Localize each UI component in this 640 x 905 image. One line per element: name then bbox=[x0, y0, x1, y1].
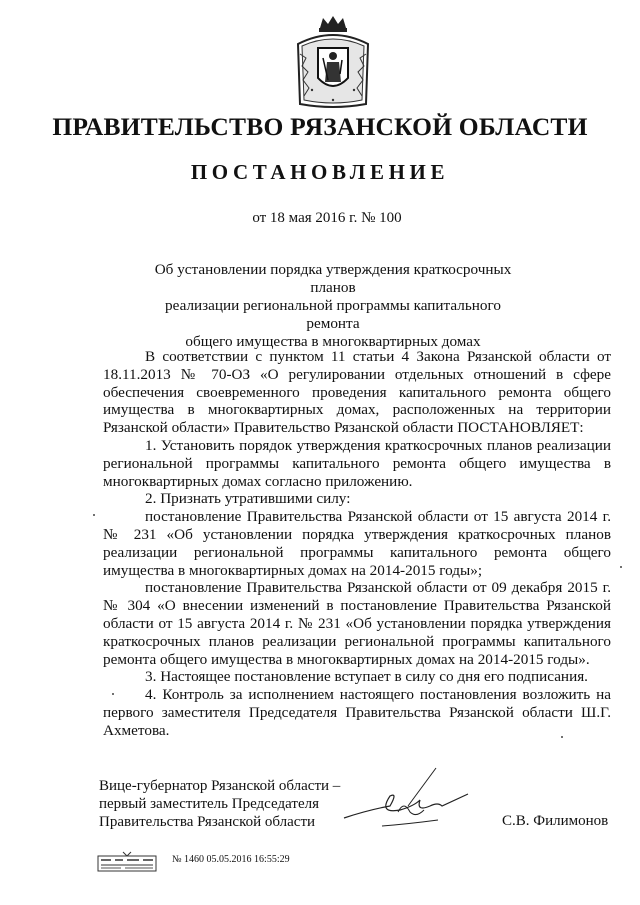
scan-speck bbox=[112, 693, 114, 695]
body-paragraph: 4. Контроль за исполнением настоящего постановления возложить на первого заместителя Председателя Правительства Рязанской области Ш.Г. Ахметова. bbox=[103, 686, 611, 739]
signatory-role-line: первый заместитель Председателя bbox=[99, 796, 319, 812]
body-paragraph: 3. Настоящее постановление вступает в силу со дня его подписания. bbox=[145, 668, 588, 686]
document-subject bbox=[140, 261, 526, 351]
body-paragraph: 2. Признать утратившими силу: bbox=[145, 490, 351, 508]
handwritten-signature bbox=[338, 766, 474, 838]
registration-stamp-icon bbox=[97, 851, 157, 873]
registration-number: № 1460 05.05.2016 16:55:29 bbox=[172, 854, 290, 865]
scan-speck bbox=[561, 736, 563, 738]
signatory-role-line: Вице-губернатор Рязанской области – bbox=[99, 778, 341, 794]
scan-speck bbox=[620, 566, 622, 568]
subject-line: Об установлении порядка утверждения краткосрочных планов bbox=[154, 261, 512, 296]
body-paragraph: 1. Установить порядок утверждения краткосрочных планов реализации региональной программы капитального ремонта общего имущества в многоквартирных домах согласно приложению. bbox=[103, 436, 611, 490]
signatory-role bbox=[99, 777, 369, 831]
subject-line: реализации региональной программы капитального ремонта bbox=[165, 297, 501, 332]
subject-line: общего имущества в многоквартирных домах bbox=[185, 333, 481, 350]
document-date-number: от 18 мая 2016 г. № 100 bbox=[252, 210, 402, 226]
scan-speck bbox=[93, 514, 95, 516]
body-paragraph: постановление Правительства Рязанской области от 09 декабря 2015 г. № 304 «О внесении изменений в постановление Правительства Рязанской области от 15 августа 2014 г. № 231 «Об установлении порядка утверждения краткосрочных планов реализации региональной программы капитального ремонта общего имущества в многоквартирных домах на 2014-2015 годы». bbox=[103, 579, 611, 668]
body-paragraph: постановление Правительства Рязанской области от 15 августа 2014 г. № 231 «Об установлении порядка утверждения краткосрочных планов реализации региональной программы капитального ремонта общего имущества в многоквартирных домах на 2014-2015 годы»; bbox=[103, 508, 611, 579]
document-type: ПОСТАНОВЛЕНИЕ bbox=[190, 160, 450, 184]
signatory-name: С.В. Филимонов bbox=[502, 813, 609, 829]
authority-title: ПРАВИТЕЛЬСТВО РЯЗАНСКОЙ ОБЛАСТИ bbox=[52, 112, 588, 141]
preamble-paragraph: В соответствии с пунктом 11 статьи 4 Закона Рязанской области от 18.11.2013 № 70-ОЗ «О регулировании отдельных отношений в сфере обеспечения своевременного проведения капитального ремонта общего имущества в многоквартирных домах, расположенных на территории Рязанской области» Правительство Рязанской области ПОСТАНОВЛЯЕТ: bbox=[103, 348, 611, 437]
signatory-role-line: Правительства Рязанской области bbox=[99, 814, 316, 830]
coat-of-arms-icon bbox=[292, 14, 374, 110]
document-body bbox=[103, 348, 611, 740]
